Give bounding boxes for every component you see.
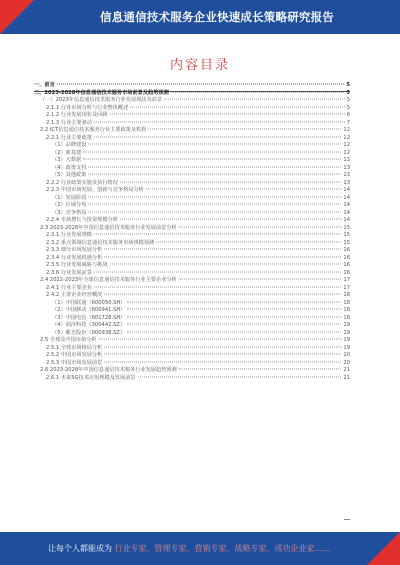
toc-entry-page: 14 bbox=[343, 209, 350, 216]
toc-entry-label: 2.6 2023-2028年中国信息通信技术服务行业发展趋势预测 bbox=[40, 367, 177, 373]
toc-entry-label: （2）新基建 bbox=[52, 149, 82, 156]
toc-leader-dots bbox=[127, 309, 341, 310]
toc-entry-page: 19 bbox=[343, 337, 350, 343]
toc-entry-page: 19 bbox=[343, 329, 350, 336]
toc-entry-page: 13 bbox=[343, 157, 350, 163]
toc-entry[interactable] bbox=[34, 315, 350, 323]
toc-entry-label: （5）紫光股份（000938.SZ） bbox=[52, 329, 126, 336]
toc-entry-label: 2.5.2 中国市场发展分析 bbox=[46, 352, 103, 358]
toc-entry-page: 13 bbox=[343, 164, 350, 171]
footer-tags: 行业专家、管理专家、营销专家、战略专家、成功企业家…… bbox=[114, 544, 331, 553]
toc-entry[interactable] bbox=[34, 82, 350, 90]
toc-entry-label: 2.3.4 行业发展机遇分析 bbox=[46, 254, 103, 261]
toc-entry-label: （1）中国联通（600050.SH） bbox=[52, 299, 126, 306]
toc-entry-label: （一）2023年信息通信技术服务行业发展现状及前景 bbox=[40, 97, 163, 103]
footer-lead: 让每个人都能成为 bbox=[48, 544, 112, 553]
toc-entry-label: （4）政策支持 bbox=[52, 164, 87, 171]
toc-entry-page: 21 bbox=[343, 367, 350, 373]
toc-entry[interactable] bbox=[34, 262, 350, 270]
toc-entry-page: 14 bbox=[343, 202, 350, 208]
page-mark bbox=[344, 516, 350, 520]
footer-red-corner bbox=[367, 532, 400, 565]
toc-leader-dots bbox=[57, 84, 345, 85]
toc-entry-label: （2）区域分布 bbox=[52, 202, 87, 208]
toc-leader-dots bbox=[94, 286, 341, 287]
toc-leader-dots bbox=[104, 354, 341, 355]
toc-entry-page: 13 bbox=[343, 172, 350, 178]
toc-entry[interactable] bbox=[34, 217, 350, 225]
toc-entry[interactable] bbox=[34, 97, 350, 105]
toc-entry-page: 15 bbox=[343, 224, 350, 231]
toc-leader-dots bbox=[104, 361, 341, 362]
toc-heading: 内容目录 bbox=[169, 58, 230, 73]
toc-entry[interactable] bbox=[34, 187, 350, 195]
toc-leader-dots bbox=[88, 144, 341, 145]
toc-leader-dots bbox=[120, 181, 341, 182]
toc-entry-page: 6 bbox=[346, 112, 350, 118]
toc-entry[interactable] bbox=[34, 300, 350, 308]
toc-entry-page: 12 bbox=[343, 142, 350, 148]
toc-entry[interactable] bbox=[34, 180, 350, 188]
toc-entry[interactable] bbox=[34, 307, 350, 315]
toc-leader-dots bbox=[88, 211, 341, 212]
toc-entry-page: 15 bbox=[343, 239, 350, 246]
toc-entry-label: 2.1.2 行业发展现状及回顾 bbox=[46, 112, 108, 118]
toc-entry[interactable] bbox=[34, 225, 350, 233]
toc-entry[interactable] bbox=[34, 330, 350, 338]
toc-entry-page: 5 bbox=[346, 104, 350, 111]
toc-leader-dots bbox=[88, 204, 341, 205]
toc-entry-page: 14 bbox=[343, 187, 350, 193]
toc-entry-label: 2.1.1 行业市场分析与行业整体概述 bbox=[46, 104, 129, 111]
toc-leader-dots bbox=[179, 369, 342, 370]
toc-leader-dots bbox=[130, 106, 344, 107]
toc-entry[interactable] bbox=[34, 337, 350, 345]
toc-entry[interactable] bbox=[34, 232, 350, 240]
toc-entry-page: 17 bbox=[343, 277, 350, 283]
toc-entry-label: 2.5.1 全球市场格局分析 bbox=[46, 344, 103, 351]
toc-entry[interactable] bbox=[34, 247, 350, 255]
toc-entry-page: 5 bbox=[346, 82, 350, 88]
toc-leader-dots bbox=[94, 271, 341, 272]
toc-entry-label: 2.4 2022-2023年全球信息通信技术服务行业主要企业分析 bbox=[40, 277, 177, 283]
toc-entry[interactable] bbox=[34, 322, 350, 330]
toc-entry-label: 2.3 2023-2028年中国信息通信技术服务行业发展前景分析 bbox=[40, 224, 177, 231]
toc-entry[interactable] bbox=[34, 352, 350, 360]
toc-entry[interactable] bbox=[34, 277, 350, 285]
toc-entry-label: 2.2.2 行业政策实施及执行情况 bbox=[46, 179, 118, 186]
toc-entry-page: 14 bbox=[343, 194, 350, 201]
toc-entry-page: 18 bbox=[343, 299, 350, 306]
toc-entry-label: 2.3.1 行业发展规模 bbox=[46, 232, 92, 238]
toc-entry-label: （5）其他政策 bbox=[52, 172, 87, 178]
toc-entry-label: 二、2023-2028年信息通信技术服务市场前景及趋势预测 bbox=[34, 89, 169, 96]
toc-entry[interactable] bbox=[34, 90, 350, 98]
toc-entry-label: （4）润泽科技（300442.SZ） bbox=[52, 322, 126, 328]
toc-leader-dots bbox=[94, 234, 341, 235]
toc-entry[interactable] bbox=[34, 292, 350, 300]
toc-leader-dots bbox=[83, 151, 341, 152]
toc-leader-dots bbox=[104, 294, 341, 295]
header-bar bbox=[0, 0, 400, 34]
toc-leader-dots bbox=[94, 136, 341, 137]
toc-entry-label: （1）品牌建设 bbox=[52, 142, 87, 148]
toc-entry-page: 17 bbox=[343, 284, 350, 291]
toc-leader-dots bbox=[110, 114, 345, 115]
toc-entry-page: 16 bbox=[343, 247, 350, 253]
toc-entry-label: 2.3.5 行业发展威胁与挑战 bbox=[46, 262, 108, 268]
toc-leader-dots bbox=[88, 174, 341, 175]
toc-entry[interactable] bbox=[34, 157, 350, 165]
toc-entry-label: 2.3.6 行业发展前景 bbox=[46, 269, 92, 276]
toc-leader-dots bbox=[99, 339, 342, 340]
toc-entry-label: 2.2 ICT信息通信技术服务行业主要政策及机构 bbox=[40, 127, 147, 133]
toc-entry[interactable] bbox=[34, 105, 350, 113]
toc-leader-dots bbox=[127, 331, 341, 332]
toc-leader-dots bbox=[83, 159, 341, 160]
toc-leader-dots bbox=[127, 316, 341, 317]
toc-entry-label: 2.6.1 未来5G技术应用规模及发展前景 bbox=[46, 374, 136, 381]
toc-entry[interactable] bbox=[34, 135, 350, 143]
toc-entry-label: 2.3.3 细分市场发展分析 bbox=[46, 247, 103, 253]
toc-leader-dots bbox=[156, 241, 341, 242]
toc-entry-page: 19 bbox=[343, 322, 350, 328]
toc-leader-dots bbox=[88, 196, 341, 197]
toc-entry[interactable] bbox=[34, 165, 350, 173]
toc-entry[interactable] bbox=[34, 120, 350, 128]
toc-leader-dots bbox=[148, 129, 341, 130]
toc-entry[interactable] bbox=[34, 195, 350, 203]
toc-entry-page: 16 bbox=[343, 262, 350, 268]
toc-leader-dots bbox=[171, 91, 345, 92]
toc-entry-page: 16 bbox=[343, 254, 350, 261]
toc-leader-dots bbox=[138, 376, 342, 377]
toc-entry[interactable] bbox=[34, 150, 350, 158]
toc-leader-dots bbox=[110, 264, 342, 265]
toc-entry-label: （2）中国移动（600941.SH） bbox=[52, 307, 126, 313]
toc-entry[interactable] bbox=[34, 142, 350, 150]
toc-entry-label: 2.2.4 市场增长与投资规模分析 bbox=[46, 217, 118, 223]
toc-entry[interactable] bbox=[34, 285, 350, 293]
toc-entry-page: 15 bbox=[343, 232, 350, 238]
toc-entry[interactable] bbox=[34, 360, 350, 368]
toc-entry-label: 2.5 全球及中国市场分析 bbox=[40, 337, 97, 343]
toc-entry-page: 16 bbox=[343, 269, 350, 276]
toc-entry-label: 一、前言 bbox=[34, 82, 55, 88]
toc-leader-dots bbox=[120, 219, 341, 220]
toc-entry-page: 18 bbox=[343, 307, 350, 313]
toc-entry[interactable] bbox=[34, 345, 350, 353]
toc-entry[interactable] bbox=[34, 172, 350, 180]
toc-entry-page: 18 bbox=[343, 314, 350, 321]
toc-entry-page: 13 bbox=[343, 179, 350, 186]
toc-entry-page: 5 bbox=[346, 89, 350, 96]
toc-leader-dots bbox=[179, 279, 342, 280]
toc-entry-label: （1）发展阶段 bbox=[52, 194, 87, 201]
toc-entry-label: 2.2.1 行业主要政策 bbox=[46, 134, 92, 141]
toc-entry[interactable] bbox=[34, 255, 350, 263]
toc-entry-label: （3）竞争格局 bbox=[52, 209, 87, 216]
toc-entry[interactable] bbox=[34, 367, 350, 375]
toc-entry-page: 12 bbox=[343, 134, 350, 141]
toc-leader-dots bbox=[164, 99, 345, 100]
toc-leader-dots bbox=[94, 121, 345, 122]
toc-leader-dots bbox=[104, 249, 341, 250]
toc-leader-dots bbox=[104, 256, 341, 257]
toc-entry[interactable] bbox=[34, 112, 350, 120]
toc-entry-label: 2.4.1 行业主要企业 bbox=[46, 284, 92, 291]
toc-entry-page: 7 bbox=[346, 119, 350, 126]
toc-leader-dots bbox=[88, 166, 341, 167]
toc-entry-page: 18 bbox=[343, 292, 350, 298]
toc-entry-page: 5 bbox=[346, 97, 350, 103]
toc-entry-label: 2.3.2 重点领域信息通信技术服务市场规模预测 bbox=[46, 239, 155, 246]
toc-leader-dots bbox=[104, 346, 341, 347]
toc-entry-label: （3）中国电信（601728.SH） bbox=[52, 314, 126, 321]
toc-entry-label: 2.4.2 主要企业经营概况 bbox=[46, 292, 103, 298]
toc-leader-dots bbox=[127, 301, 341, 302]
toc-entry[interactable] bbox=[34, 210, 350, 218]
toc-leader-dots bbox=[179, 226, 342, 227]
table-of-contents bbox=[34, 82, 350, 382]
toc-entry-page: 14 bbox=[343, 217, 350, 223]
toc-entry[interactable] bbox=[34, 240, 350, 248]
toc-entry-page: 21 bbox=[343, 374, 350, 381]
report-title: 信息通信技术服务企业快速成长策略研究报告 bbox=[100, 10, 334, 24]
footer-bar bbox=[0, 532, 400, 565]
toc-entry-page: 20 bbox=[343, 359, 350, 366]
toc-leader-dots bbox=[146, 189, 342, 190]
toc-entry[interactable] bbox=[34, 127, 350, 135]
toc-entry-label: 2.1.3 行业主要驱动 bbox=[46, 119, 92, 126]
toc-entry-label: 2.5.3 中国市场发展前景 bbox=[46, 359, 103, 366]
footer-slogan bbox=[48, 543, 331, 554]
toc-entry-page: 12 bbox=[343, 127, 350, 133]
toc-entry-page: 12 bbox=[343, 149, 350, 156]
toc-entry-label: 2.2.3 中国市场发展、创新与竞争格局分析 bbox=[46, 187, 144, 193]
toc-leader-dots bbox=[127, 324, 341, 325]
toc-entry-label: （3）大数据 bbox=[52, 157, 82, 163]
toc-entry[interactable] bbox=[34, 375, 350, 383]
toc-entry-page: 19 bbox=[343, 344, 350, 351]
toc-entry[interactable] bbox=[34, 202, 350, 210]
header-red-corner bbox=[0, 0, 34, 34]
toc-entry-page: 20 bbox=[343, 352, 350, 358]
toc-entry[interactable] bbox=[34, 270, 350, 278]
